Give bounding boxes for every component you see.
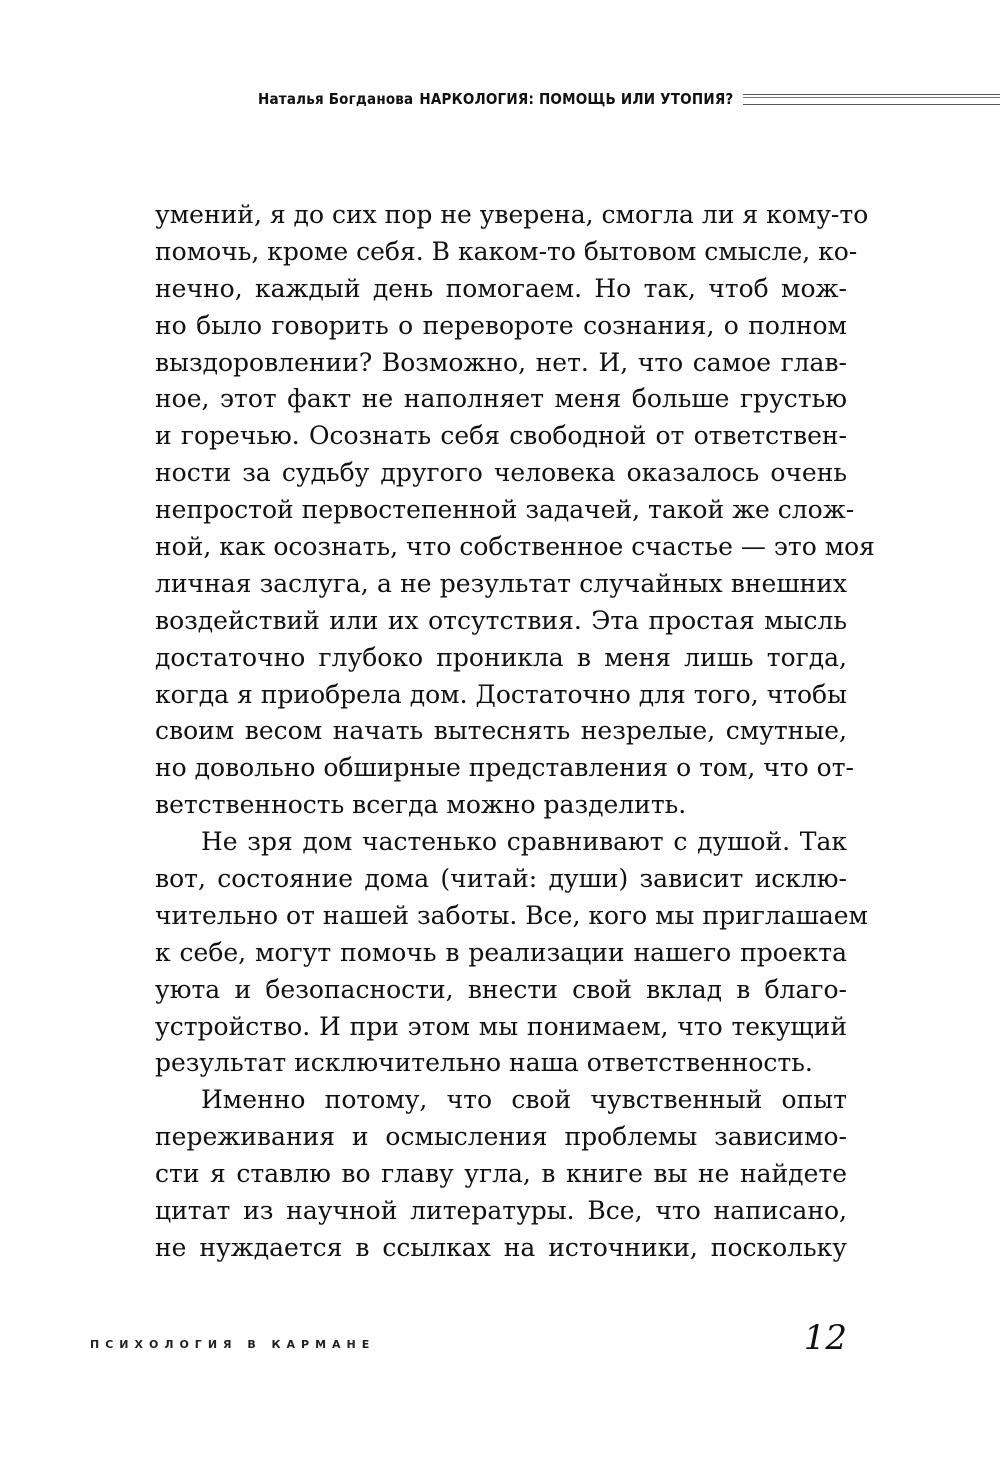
text-line: личная заслуга, а не результат случайных внешних	[155, 568, 847, 598]
text-line: Не зря дом частенько сравнивают с душой. Так	[201, 827, 847, 857]
running-header	[258, 84, 1000, 114]
text-line: умений, я до сих пор не уверена, смогла ли я кому-то	[155, 200, 869, 229]
text-line: сти я ставлю во главу угла, в книге вы не найдете	[155, 1159, 847, 1189]
text-line: помочь, кроме себя. В каком-то бытовом смысле, ко-	[155, 236, 858, 266]
text-line: ветственность всегда можно разделить.	[155, 790, 687, 820]
header-title: НАРКОЛОГИЯ: ПОМОЩЬ ИЛИ УТОПИЯ?	[419, 90, 734, 108]
text-line: ное, этот факт не наполняет меня больше грустью	[155, 384, 847, 414]
header-author: Наталья Богданова	[258, 90, 414, 108]
text-line: чительно от нашей заботы. Все, кого мы приглашаем	[155, 900, 869, 930]
text-line: воздействий или их отсутствия. Эта простая мысль	[155, 605, 847, 635]
text-line: достаточно глубоко проникла в меня лишь тогда,	[155, 642, 847, 672]
text-line: Именно потому, что свой чувственный опыт	[201, 1085, 847, 1115]
text-line: но довольно обширные представления о том, что от-	[155, 753, 854, 783]
text-line: не нуждается в ссылках на источники, поскольку	[155, 1232, 847, 1262]
text-line: ности за судьбу другого человека оказалось очень	[155, 458, 847, 488]
text-line: цитат из научной литературы. Все, что написано,	[155, 1196, 847, 1226]
body-text	[155, 197, 875, 1267]
text-line: и горечью. Осознать себя свободной от ответствен-	[155, 421, 847, 451]
header-rule-lines	[743, 94, 1000, 105]
text-line: своим весом начать вытеснять незрелые, смутные,	[155, 716, 847, 746]
text-line: уюта и безопасности, внести свой вклад в благо-	[155, 974, 847, 1004]
text-line: нечно, каждый день помогаем. Но так, чтоб мож-	[155, 273, 847, 303]
text-line: но было говорить о перевороте сознания, о полном	[155, 310, 847, 340]
text-line: выздоровлении? Возможно, нет. И, что самое глав-	[155, 347, 847, 377]
footer-series-title: ПСИХОЛОГИЯ В КАРМАНЕ	[90, 1338, 376, 1351]
text-line: когда я приобрела дом. Достаточно для того, чтобы	[155, 679, 847, 709]
text-line: вот, состояние дома (читай: души) зависит исклю-	[155, 864, 847, 894]
text-line: результат исключительно наша ответственность.	[155, 1048, 813, 1078]
text-line: непростой первостепенной задачей, такой же слож-	[155, 495, 855, 525]
text-line: устройство. И при этом мы понимаем, что текущий	[155, 1011, 847, 1041]
text-line: переживания и осмысления проблемы зависимо-	[155, 1122, 847, 1152]
text-line: ной, как осознать, что собственное счастье — это моя	[155, 532, 875, 562]
page-number: 12	[803, 1318, 847, 1358]
text-line: к себе, могут помочь в реализации нашего проекта	[155, 937, 847, 967]
